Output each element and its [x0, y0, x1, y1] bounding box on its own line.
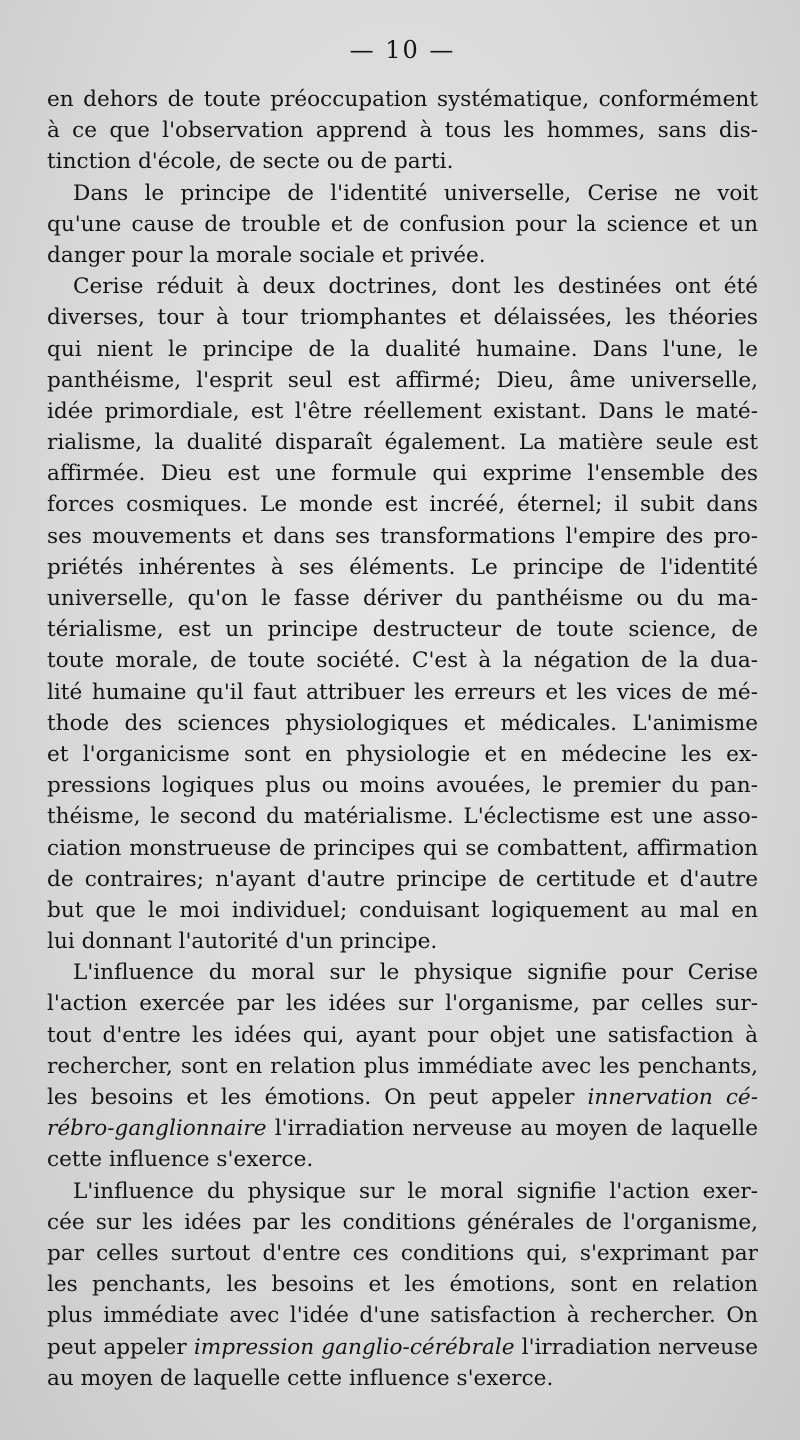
body-text: [47, 84, 758, 1394]
text-line: Cerise réduit à deux doctrines, dont les destinées ont été: [73, 274, 758, 300]
text-line: par celles surtout d'entre ces conditions qui, s'exprimant par: [47, 1240, 758, 1266]
text-line: de contraires; n'ayant d'autre principe de certitude et d'autre: [47, 866, 758, 892]
text-line: affirmée. Dieu est une formule qui exprime l'ensemble des: [47, 461, 758, 487]
text-line: priétés inhérentes à ses éléments. Le principe de l'identité: [47, 554, 758, 580]
text-line: qui nient le principe de la dualité humaine. Dans l'une, le: [47, 336, 758, 362]
text-line: Dans le principe de l'identité universelle, Cerise ne voit: [73, 180, 758, 206]
text-line: lui donnant l'autorité d'un principe.: [47, 929, 438, 955]
text-line: au moyen de laquelle cette influence s'exerce.: [47, 1365, 554, 1391]
text-segment: les besoins et les émotions. On peut appeler: [47, 1085, 588, 1110]
text-line: forces cosmiques. Le monde est incréé, éternel; il subit dans: [47, 492, 758, 518]
text-line: cette influence s'exerce.: [47, 1147, 314, 1173]
text-line: tout d'entre les idées qui, ayant pour objet une satisfaction à: [47, 1022, 758, 1048]
page-number: — 10 —: [349, 36, 456, 64]
text-line: universelle, qu'on le fasse dériver du panthéisme ou du ma-: [47, 586, 758, 611]
text-line: diverses, tour à tour triomphantes et délaissées, les théories: [47, 305, 758, 331]
text-segment: l'irradiation nerveuse au moyen de laquelle: [266, 1116, 758, 1142]
text-line: [47, 1082, 758, 1113]
italic-term: innervation cé-: [587, 1085, 759, 1110]
text-line: théisme, le second du matérialisme. L'éclectisme est une asso-: [47, 804, 758, 830]
text-line: cée sur les idées par les conditions générales de l'organisme,: [47, 1209, 758, 1235]
text-line: idée primordiale, est l'être réellement existant. Dans le maté-: [47, 398, 758, 424]
text-line: à ce que l'observation apprend à tous les hommes, sans dis-: [47, 118, 758, 144]
text-line: ciation monstrueuse de principes qui se combattent, affirmation: [47, 835, 758, 861]
italic-term: impression ganglio-cérébrale: [193, 1334, 515, 1360]
text-line: plus immédiate avec l'idée d'une satisfaction à rechercher. On: [47, 1303, 758, 1329]
text-line: panthéisme, l'esprit seul est affirmé; Dieu, âme universelle,: [47, 367, 758, 393]
text-segment: l'irradiation nerveuse: [514, 1334, 758, 1360]
text-line: les penchants, les besoins et les émotions, sont en relation: [47, 1272, 758, 1298]
text-line: L'influence du physique sur le moral signifie l'action exer-: [73, 1178, 758, 1204]
text-line: rialisme, la dualité disparaît également. La matière seule est: [47, 430, 758, 456]
text-line: et l'organicisme sont en physiologie et en médecine les ex-: [47, 741, 758, 767]
text-line: L'influence du moral sur le physique signifie pour Cerise: [73, 960, 758, 986]
text-line: but que le moi individuel; conduisant logiquement au mal en: [47, 897, 758, 923]
text-line: [47, 1332, 758, 1363]
text-line: pressions logiques plus ou moins avouées, le premier du pan-: [47, 773, 758, 799]
text-line: térialisme, est un principe destructeur de toute science, de: [47, 617, 758, 643]
text-line: danger pour la morale sociale et privée.: [47, 242, 486, 268]
text-line: rechercher, sont en relation plus immédiate avec les penchants,: [47, 1053, 758, 1079]
text-line: [47, 1113, 758, 1144]
italic-term: rébro-ganglionnaire: [47, 1116, 267, 1142]
text-line: lité humaine qu'il faut attribuer les erreurs et les vices de mé-: [47, 679, 758, 705]
text-line: qu'une cause de trouble et de confusion pour la science et un: [47, 211, 758, 237]
text-line: tinction d'école, de secte ou de parti.: [47, 149, 454, 175]
text-segment: peut appeler: [47, 1334, 194, 1360]
text-line: toute morale, de toute société. C'est à la négation de la dua-: [47, 648, 758, 674]
text-line: l'action exercée par les idées sur l'organisme, par celles sur-: [47, 991, 758, 1017]
text-line: en dehors de toute préoccupation systématique, conformément: [47, 87, 758, 112]
text-line: ses mouvements et dans ses transformations l'empire des pro-: [47, 523, 758, 549]
text-line: thode des sciences physiologiques et médicales. L'animisme: [47, 710, 758, 736]
